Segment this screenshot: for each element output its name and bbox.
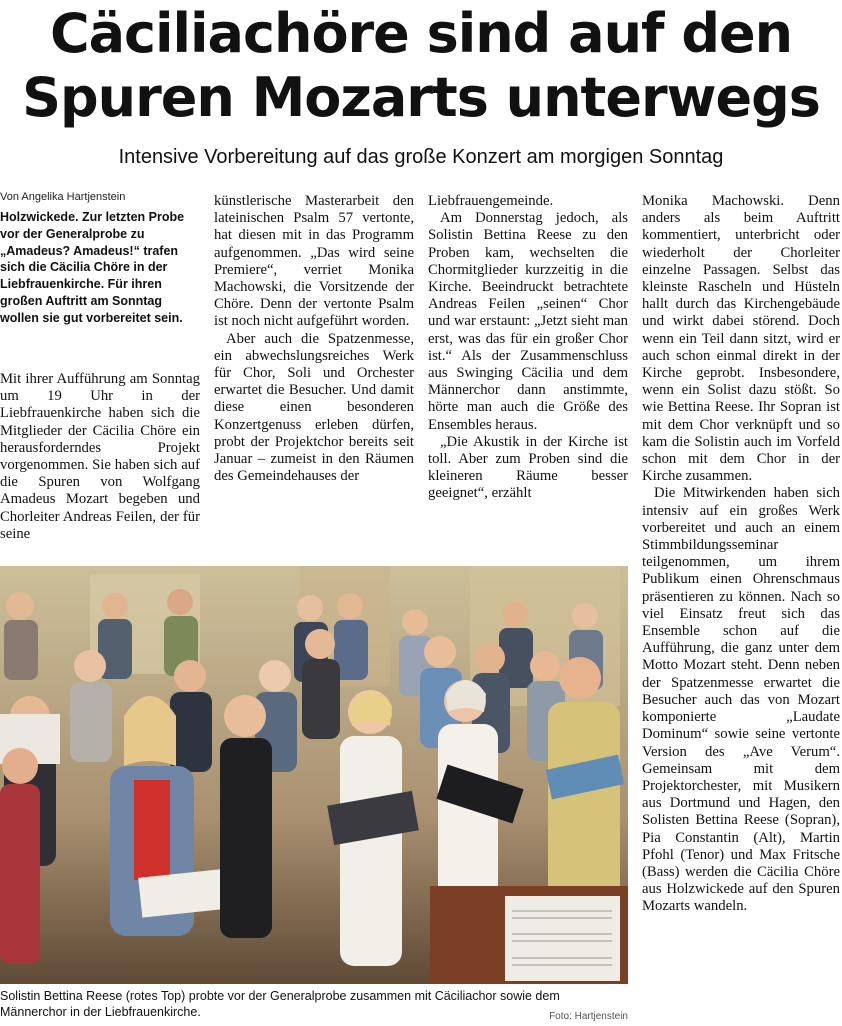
body-paragraph: Am Donnerstag jedoch, als Solistin Bettina Reese zu den Proben kam, wechselten die Chormitglieder kurzzeitig in die Kirche. Beeindruckt betrachtete Andreas Feilen „seinen“ Chor und war erstaunt: „Jetzt sieht man erst, was das für ein großer Chor ist.“ Als der Zusammenschluss aus Swinging Cäcilia und dem Männerchor dann anstimmte, hörte man auch die Größe des Ensembles heraus.	[428, 210, 628, 433]
body-paragraph: Monika Machowski. Denn anders als beim Auftritt kommentiert, unterbricht oder wiederholt der Chorleiter einzelne Passagen. Selbst das kleinste Rascheln und Hüsteln hallt durch das Kirchengebäude und wirkt dabei störend. Doch wenn ein Teil dann sitzt, wird er auch schon einmal direkt in der Kirche geprobt. Insbesondere, wenn ein Solist dazu stößt. So wie Bettina Reese. Ihr Sopran ist mit dem Chor verknüpft und so kam die Solistin auch im Vorfeld schon mit dem Chor in der Kirche zusammen.	[642, 193, 840, 485]
choir-photo	[0, 566, 628, 984]
body-paragraph: Liebfrauengemeinde.	[428, 193, 554, 209]
choir-photo-illustration	[0, 566, 628, 984]
article-column-1	[0, 371, 200, 543]
body-paragraph: Aber auch die Spatzenmesse, ein abwechslungsreiches Werk für Chor, Soli und Orchester erwartet die Besucher. Und damit diese einen besonderen Konzertgenuss erleben dürfen, probt der Projektchor bereits seit Januar – zumeist in den Räumen des Gemeindehauses der	[214, 330, 414, 485]
body-paragraph: künstlerische Masterarbeit den lateinischen Psalm 57 vertonte, hat diesen mit in das Programm aufgenommen. „Das wird seine Premiere“, verriet Monika Machowski, die Vorsitzende der Chöre. Denn der vertonte Psalm ist noch nicht aufgeführt worden.	[214, 193, 414, 330]
body-paragraph: Mit ihrer Aufführung am Sonntag um 19 Uhr in der Liebfrauenkirche haben sich die Mitglieder der Cäcilia Chöre ein herausforderndes Projekt vorgenommen. Sie haben sich auf die Spuren von Wolfgang Amadeus Mozart begeben und Chorleiter Andreas Feilen, der für seine	[0, 371, 200, 542]
headline-line-1: Cäciliachöre sind auf den	[49, 2, 793, 65]
subheadline: Intensive Vorbereitung auf das große Konzert am morgigen Sonntag	[118, 146, 724, 168]
byline: Von Angelika Hartjenstein	[0, 191, 126, 203]
body-paragraph: Die Mitwirkenden haben sich intensiv auf ein großes Werk vorbereitet und auch an einem Stimmbildungsseminar teilgenommen, um ihrem Publikum einen Ohrenschmaus präsentieren zu können. Nach so viel Einsatz freut sich das Ensemble schon auf die Aufführung, die ganz unter dem Motto Mozart steht. Denn neben der Spatzenmesse erwartet die Besucher auch das von Mozart komponierte „Laudate Dominum“ sowie seine vertonte Version des „Ave Verum“. Gemeinsam mit dem Projektorchester, mit Musikern aus Dortmund und Hagen, den Solisten Bettina Reese (Sopran), Pia Constantin (Alt), Martin Pfohl (Tenor) und Max Fritsche (Bass) werden die Cäcilia Chöre aus Holzwickede auf den Spuren Mozarts wandeln.	[642, 485, 840, 915]
headline-line-2: Spuren Mozarts unterwegs	[22, 66, 820, 129]
sheet-music-on-stand	[505, 896, 620, 981]
article-column-3	[428, 193, 628, 503]
headline	[0, 2, 842, 130]
article-column-2	[214, 193, 414, 485]
article-column-4	[642, 193, 840, 916]
soloist-hair	[124, 696, 176, 766]
photo-caption: Solistin Bettina Reese (rotes Top) probte vor der Generalprobe zusammen mit Cäciliachor sowie dem Männerchor in der Liebfrauenkirche.	[0, 989, 560, 1019]
body-paragraph: „Die Akustik in der Kirche ist toll. Aber zum Proben sind die kleineren Räume besser geeignet“, erzählt	[428, 433, 628, 502]
lead-paragraph: Holzwickede. Zur letzten Probe vor der Generalprobe zu „Amadeus? Amadeus!“ trafen sich die Cäcilia Chöre in der Liebfrauenkirche. Für ihren großen Auftritt am Sonntag wollen sie gut vorbereitet sein.	[0, 210, 185, 325]
photo-credit: Foto: Hartjenstein	[549, 1011, 628, 1022]
soloist-top	[134, 780, 170, 880]
